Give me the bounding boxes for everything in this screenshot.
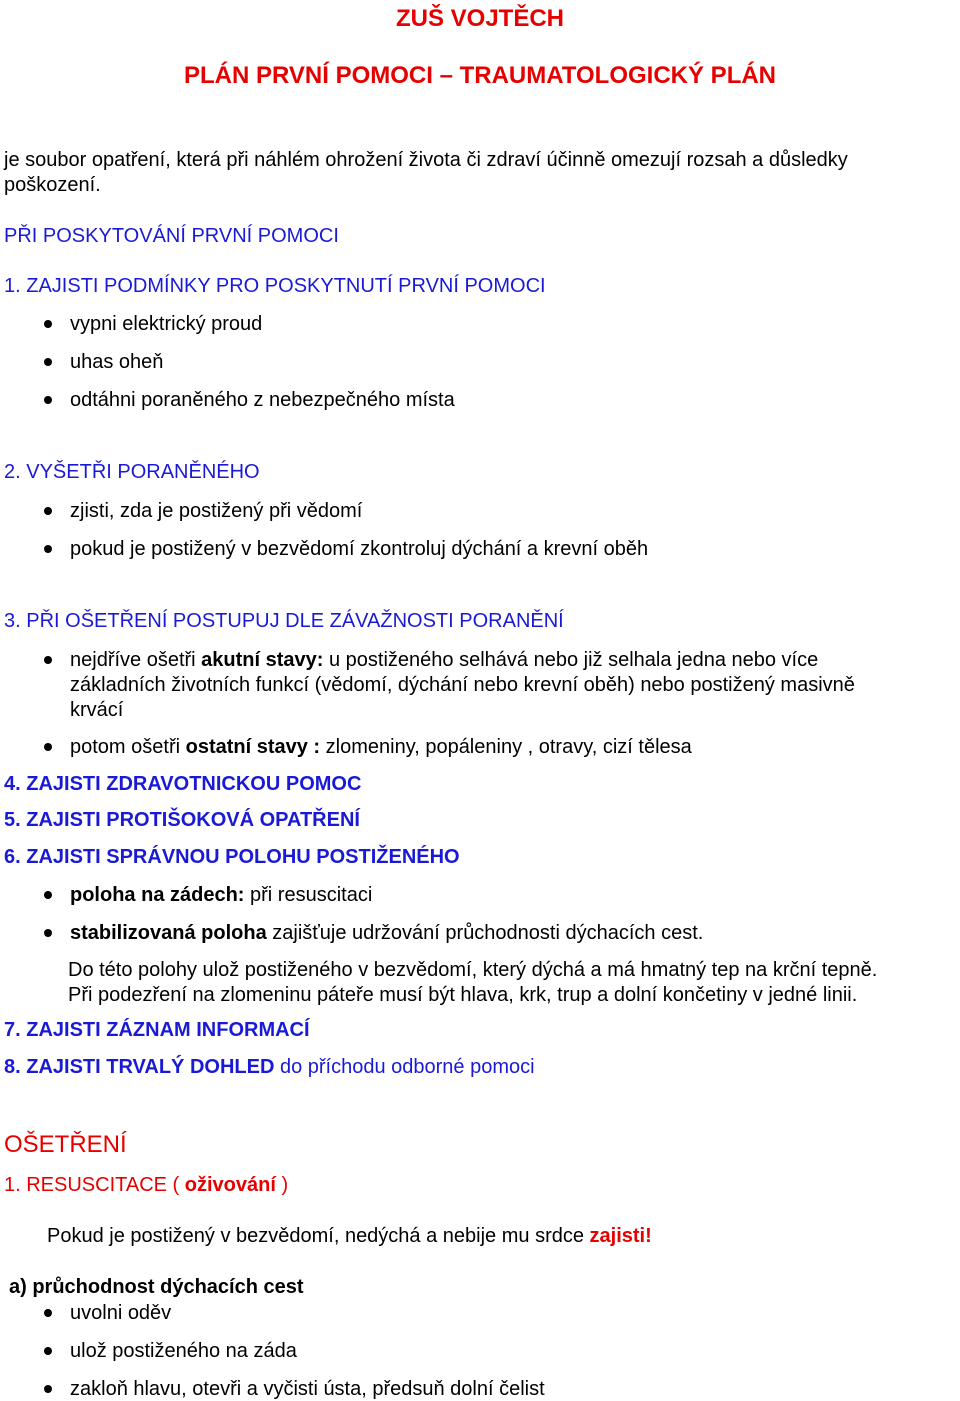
intro-line-2: poškození. (4, 174, 101, 196)
bullet-icon (44, 1385, 52, 1393)
bullet-icon (44, 396, 52, 404)
list-item-text: zakloň hlavu, otevři a vyčisti ústa, předsuň dolní čelist (70, 1378, 545, 1400)
step-4-title: 4. ZAJISTI ZDRAVOTNICKOU POMOC (4, 773, 362, 795)
school-title: ZUŠ VOJTĚCH (395, 5, 565, 32)
list-item-text: potom ošetři ostatní stavy : zlomeniny, popáleniny , otravy, cizí tělesa (70, 736, 692, 758)
step-8-title: 8. ZAJISTI TRVALÝ DOHLED do příchodu odborné pomoci (4, 1056, 535, 1078)
bullet-icon (44, 507, 52, 515)
bullet-icon (44, 1309, 52, 1317)
step-5-title: 5. ZAJISTI PROTIŠOKOVÁ OPATŘENÍ (4, 809, 360, 831)
list-item-text: uhas oheň (70, 351, 164, 373)
bullet-icon (44, 545, 52, 553)
bullet-icon (44, 929, 52, 937)
bullet-icon (44, 743, 52, 751)
list-item-text: uvolni oděv (70, 1302, 172, 1324)
bullet-icon (44, 358, 52, 366)
list-item-text: poloha na zádech: při resuscitaci (70, 884, 373, 906)
airway-title: a) průchodnost dýchacích cest (9, 1276, 304, 1298)
list-item-text-line-2: základních životních funkcí (vědomí, dýchání nebo krevní oběh) nebo postižený masivně (70, 674, 855, 696)
step-7-title: 7. ZAJISTI ZÁZNAM INFORMACÍ (4, 1019, 310, 1041)
bullet-icon (44, 1347, 52, 1355)
bullet-icon (44, 891, 52, 899)
resuscitation-sentence: Pokud je postižený v bezvědomí, nedýchá a nebije mu srdce zajisti! (47, 1225, 652, 1247)
resuscitation-title: 1. RESUSCITACE ( oživování ) (4, 1174, 289, 1196)
section-heading: PŘI POSKYTOVÁNÍ PRVNÍ POMOCI (4, 225, 339, 247)
note-line-2: Při podezření na zlomeninu páteře musí být hlava, krk, trup a dolní končetiny v jedné linii. (68, 984, 858, 1006)
list-item-text: pokud je postižený v bezvědomí zkontroluj dýchání a krevní oběh (70, 538, 649, 560)
list-item-text: zjisti, zda je postižený při vědomí (70, 500, 363, 522)
intro-line-1: je soubor opatření, která při náhlém ohrožení života či zdraví účinně omezují rozsah a důsledky (4, 149, 848, 171)
step-2-title: 2. VYŠETŘI PORANĚNÉHO (4, 461, 260, 483)
note-line-1: Do této polohy ulož postiženého v bezvědomí, který dýchá a má hmatný tep na krční tepně. (68, 959, 878, 981)
step-3-title: 3. PŘI OŠETŘENÍ POSTUPUJ DLE ZÁVAŽNOSTI PORANĚNÍ (4, 610, 564, 632)
list-item-text-line-3: krvácí (70, 699, 124, 721)
treatment-heading: OŠETŘENÍ (4, 1131, 127, 1158)
step-6-title: 6. ZAJISTI SPRÁVNOU POLOHU POSTIŽENÉHO (4, 846, 460, 868)
step-1-title: 1. ZAJISTI PODMÍNKY PRO POSKYTNUTÍ PRVNÍ POMOCI (4, 275, 546, 297)
bullet-icon (44, 656, 52, 664)
list-item-text: nejdříve ošetři akutní stavy: u postiženého selhává nebo již selhala jedna nebo více (70, 649, 819, 671)
list-item-text: ulož postiženého na záda (70, 1340, 297, 1362)
plan-title: PLÁN PRVNÍ POMOCI – TRAUMATOLOGICKÝ PLÁN (183, 62, 777, 89)
list-item-text: stabilizovaná poloha zajišťuje udržování průchodnosti dýchacích cest. (70, 922, 704, 944)
bullet-icon (44, 320, 52, 328)
list-item-text: odtáhni poraněného z nebezpečného místa (70, 389, 455, 411)
list-item-text: vypni elektrický proud (70, 313, 263, 335)
